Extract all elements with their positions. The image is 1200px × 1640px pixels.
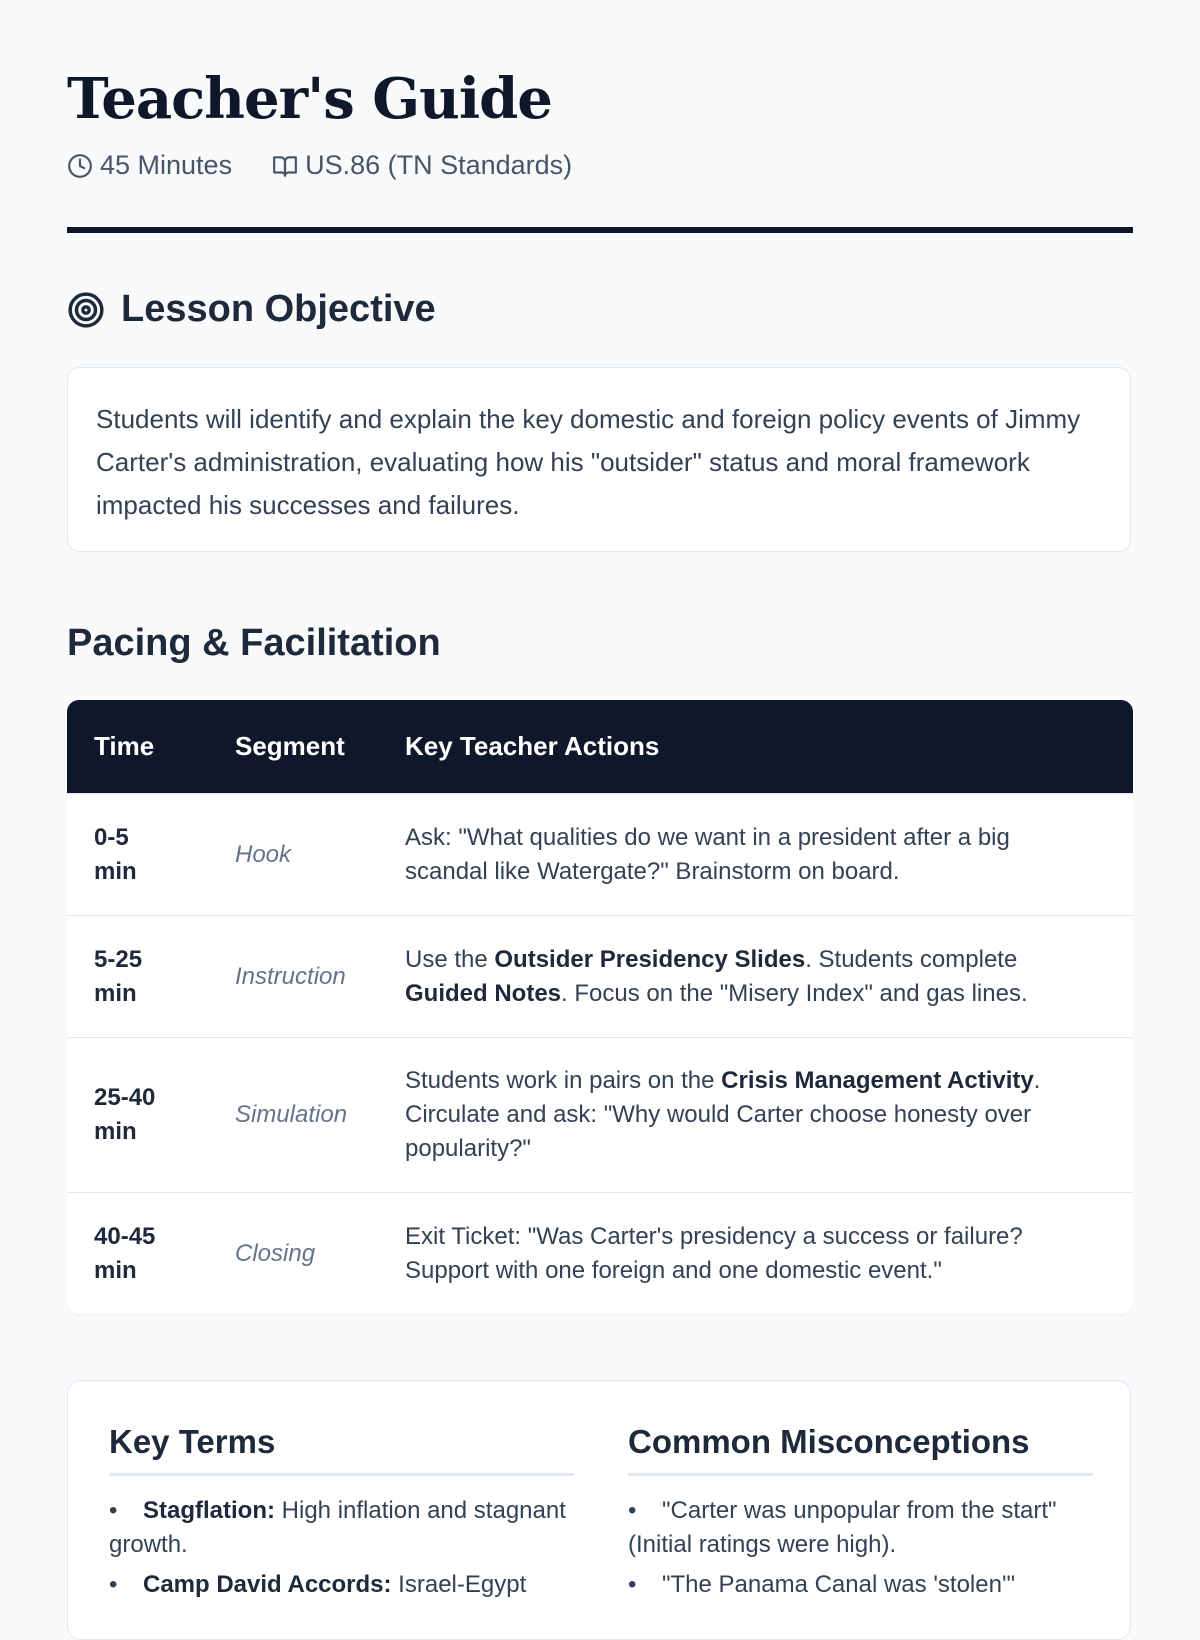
list-item: • Camp David Accords: Israel-Egypt bbox=[109, 1571, 527, 1598]
term-definition: Israel-Egypt bbox=[391, 1571, 527, 1598]
clock-icon bbox=[67, 153, 93, 179]
emphasis-text: Crisis Management Activity bbox=[721, 1067, 1034, 1094]
row-segment: Closing bbox=[235, 1239, 316, 1267]
action-text: . Students complete bbox=[805, 945, 1018, 973]
objective-heading-text: Lesson Objective bbox=[121, 288, 436, 330]
action-text: Use the bbox=[405, 945, 495, 973]
table-row bbox=[67, 1192, 1133, 1314]
misconceptions-list bbox=[628, 1494, 1093, 1602]
row-time: 40-45 min bbox=[94, 1222, 156, 1284]
terms-misconceptions-card bbox=[67, 1380, 1131, 1640]
column-header-time: Time bbox=[94, 731, 155, 761]
row-actions bbox=[405, 943, 1133, 1011]
action-text: Exit Ticket: "Was Carter's presidency a success or failure? Support with one foreign and one domestic event." bbox=[405, 1222, 1023, 1284]
action-text: Students work in pairs on the bbox=[405, 1067, 722, 1094]
misconception-text: "Carter was unpopular from the start" (Initial ratings were high). bbox=[628, 1497, 1057, 1558]
table-row bbox=[67, 1037, 1133, 1192]
row-time: 5-25 min bbox=[94, 945, 143, 1007]
action-text: Ask: "What qualities do we want in a president after a big scandal like Watergate?" Brainstorm on board. bbox=[405, 823, 1010, 885]
pacing-heading: Pacing & Facilitation bbox=[67, 622, 441, 664]
key-terms-list bbox=[109, 1494, 574, 1602]
term-label: Camp David Accords: bbox=[143, 1571, 392, 1598]
row-actions bbox=[405, 1220, 1133, 1288]
objective-heading bbox=[67, 288, 436, 331]
action-text: . Focus on the "Misery Index" and gas lines. bbox=[561, 979, 1028, 1007]
emphasis-text: Guided Notes bbox=[405, 979, 562, 1007]
list-item: • Stagflation: High inflation and stagnant growth. bbox=[109, 1497, 566, 1558]
list-item: • "Carter was unpopular from the start" (Initial ratings were high). bbox=[628, 1497, 1057, 1558]
column-header-actions: Key Teacher Actions bbox=[405, 731, 660, 761]
target-icon bbox=[67, 291, 105, 329]
row-segment: Simulation bbox=[235, 1101, 348, 1128]
header-divider bbox=[67, 227, 1133, 233]
book-open-icon bbox=[272, 153, 298, 179]
duration-text: 45 Minutes bbox=[100, 150, 233, 180]
table-row bbox=[67, 793, 1133, 915]
table-header bbox=[67, 700, 1133, 793]
row-actions bbox=[405, 1064, 1133, 1166]
row-segment: Instruction bbox=[235, 962, 346, 990]
pacing-table bbox=[67, 700, 1133, 1314]
action-text: . Circulate and ask: "Why would Carter choose honesty over popularity?" bbox=[405, 1067, 1041, 1162]
standard-text: US.86 (TN Standards) bbox=[305, 150, 573, 180]
list-item: • "The Panama Canal was 'stolen'" bbox=[628, 1571, 1016, 1598]
key-terms-section bbox=[109, 1423, 574, 1608]
table-row bbox=[67, 915, 1133, 1037]
misconceptions-heading: Common Misconceptions bbox=[628, 1423, 1093, 1476]
objective-card bbox=[67, 367, 1131, 552]
objective-text: Students will identify and explain the key domestic and foreign policy events of Jimmy Carter's administration, evaluating how his "outsider" status and moral framework impacted his successes and failures. bbox=[96, 404, 1081, 520]
column-header-segment: Segment bbox=[235, 731, 345, 761]
standard-meta bbox=[272, 150, 572, 181]
emphasis-text: Outsider Presidency Slides bbox=[494, 945, 806, 973]
term-label: Stagflation: bbox=[143, 1497, 275, 1524]
term-definition: High inflation and stagnant growth. bbox=[109, 1497, 566, 1558]
row-segment: Hook bbox=[235, 840, 292, 868]
key-terms-heading: Key Terms bbox=[109, 1423, 574, 1476]
duration-meta bbox=[67, 150, 232, 181]
row-actions bbox=[405, 821, 1133, 889]
lesson-meta bbox=[67, 150, 612, 181]
misconceptions-section bbox=[628, 1423, 1093, 1608]
row-time: 0-5 min bbox=[94, 823, 137, 885]
page-title: Teacher's Guide bbox=[67, 66, 552, 132]
misconception-text: "The Panama Canal was 'stolen'" bbox=[662, 1571, 1016, 1598]
row-time: 25-40 min bbox=[94, 1084, 156, 1145]
